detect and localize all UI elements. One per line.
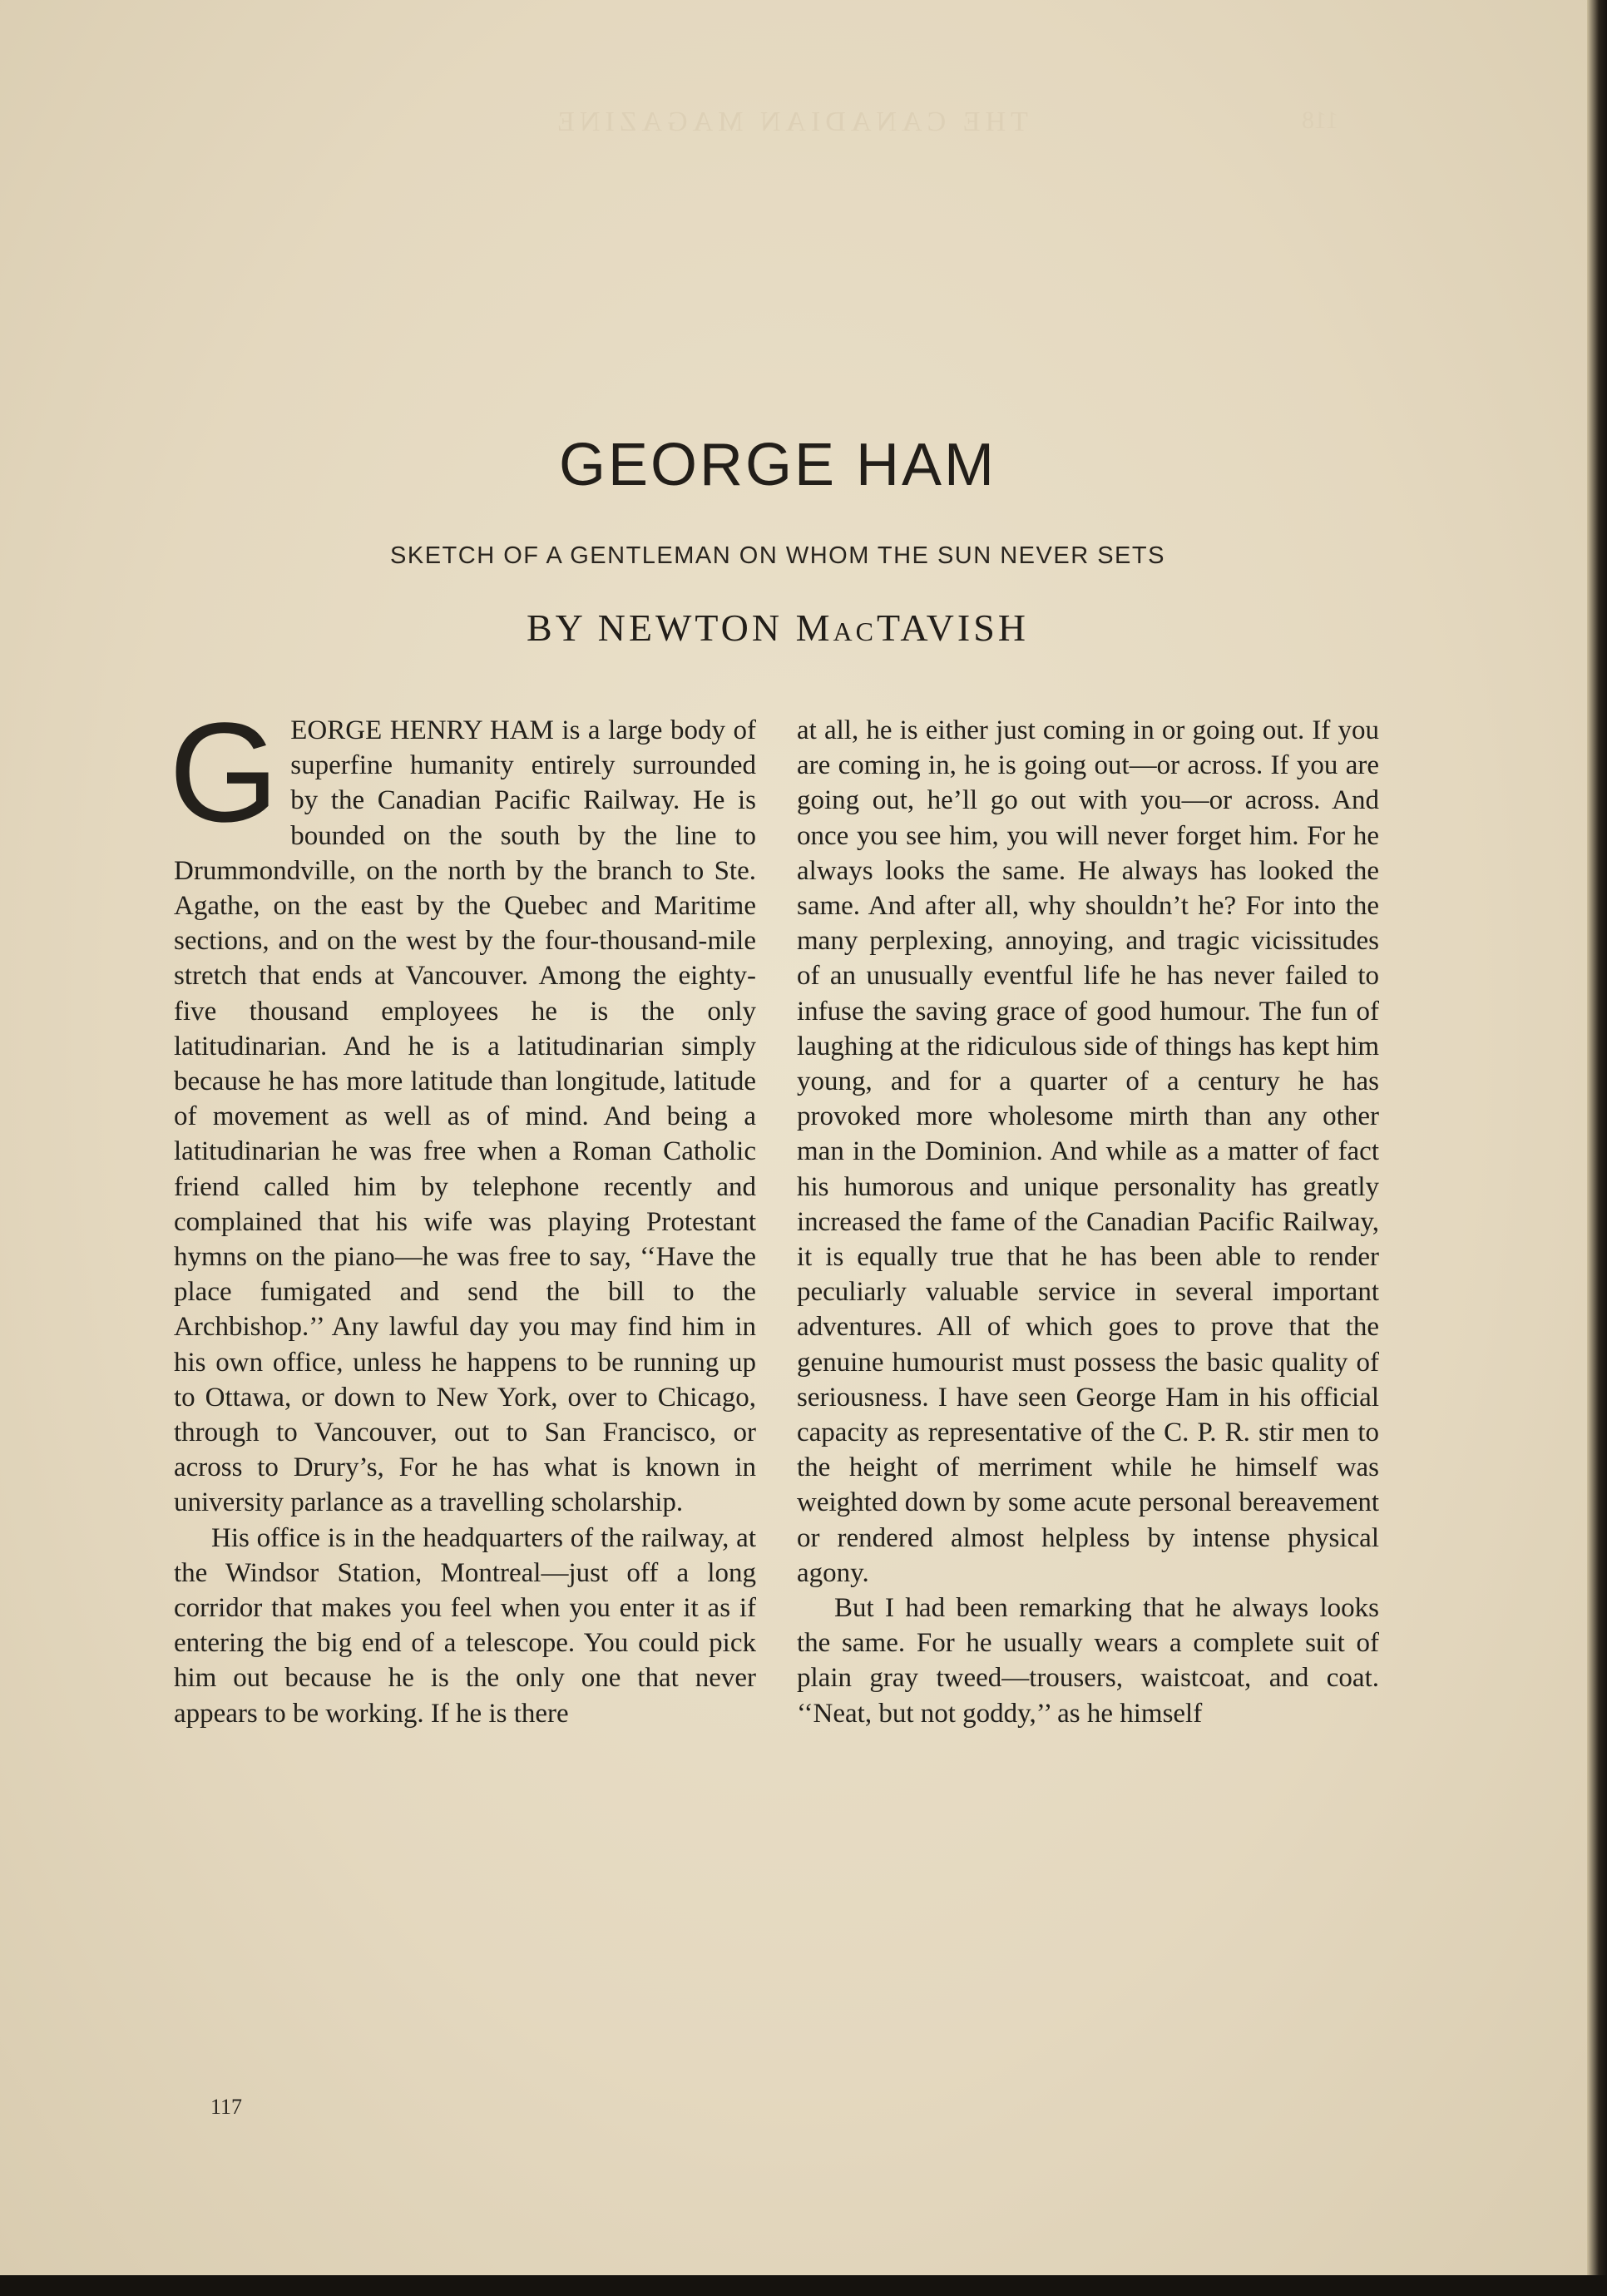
paragraph-4: But I had been remarking that he always looks the same. For he usually wears a complete suit of plain gray tweed—trousers, waistcoat, and coat. ‘‘Neat, but not goddy,’’ as he himself bbox=[797, 1593, 1379, 1729]
paragraph-3: at all, he is either just coming in or going out. If you are coming in, he is going out—or across. If you are going out, he’ll go out with you—or across. And once you see him, you will never forget him. For he always looks the same. He always has looked the same. And after all, why shouldn’t he? For into the many perplexing, annoying, and tragic vicissitudes of an unusually eventful life he has never failed to infuse the saving grace of good humour. The fun of laughing at the ridiculous side of things has kept him young, and for a quarter of a century he has provoked more wholesome mirth than any other man in the Dominion. And while as a matter of fact his humorous and unique personality has greatly increased the fame of the Canadian Pacific Railway, it is equally true that he has been able to render peculiarly valuable service in several important adventures. All of which goes to prove that the genuine humourist must possess the basic quality of seriousness. I have seen George Ham in his official capacity as representative of the C. P. R. stir men to the height of merriment while he himself was weighted down by some acute personal bereavement or rendered almost helpless by intense physical agony. bbox=[797, 715, 1379, 1588]
paragraph-1 bbox=[169, 694, 756, 1521]
left-column bbox=[169, 694, 756, 1731]
paragraph-1-text: is a large body of superfine humanity entirely surrounded by the Canadian Pacific Railway. He is bounded on the south by the line to Drummondville, on the north by the branch to Ste. Agathe, on the east by the Quebec and Maritime sections, and on the west by the four-thousand-mile stretch that ends at Vancouver. Among the eighty-five thousand employees he is the only latitudinarian. And he is a latitudinarian simply because he has more latitude than longitude, latitude of movement as well as of mind. And being a latitudinarian he was free when a Roman Catholic friend called him by telephone recently and complained that his wife was playing Protestant hymns on the piano—he was free to say, ‘‘Have the place fumigated and send the bill to the Archbishop.’’ Any lawful day you may find him in his own office, unless he happens to be running up to Ottawa, or down to New York, over to Chicago, through to Vancouver, out to San Francisco, or across to Drury’s, For he has what is known in university parlance as a travelling scholarship. bbox=[174, 715, 756, 1518]
article-subtitle: SKETCH OF A GENTLEMAN ON WHOM THE SUN NEVER SETS bbox=[390, 542, 1165, 569]
right-column bbox=[797, 713, 1379, 1731]
paragraph-2: His office is in the headquarters of the railway, at the Windsor Station, Montreal—just off a long corridor that makes you feel when you enter it as if entering the big end of a telescope. You could pick him out because he is the only one that never appears to be working. If he is there bbox=[174, 1522, 756, 1729]
show-through-page-number: 118 bbox=[1302, 106, 1338, 134]
article-byline: BY NEWTON MacTAVISH bbox=[526, 606, 1030, 649]
article-title: GEORGE HAM bbox=[558, 432, 997, 498]
opening-small-caps: EORGE HENRY HAM bbox=[290, 715, 554, 745]
page-number: 117 bbox=[210, 2095, 243, 2119]
drop-cap: G bbox=[169, 694, 279, 852]
book-spine-edge bbox=[1587, 0, 1607, 2296]
show-through-header: THE CANADIAN MAGAZINE bbox=[552, 106, 1028, 137]
scan-bottom-edge bbox=[0, 2275, 1607, 2296]
